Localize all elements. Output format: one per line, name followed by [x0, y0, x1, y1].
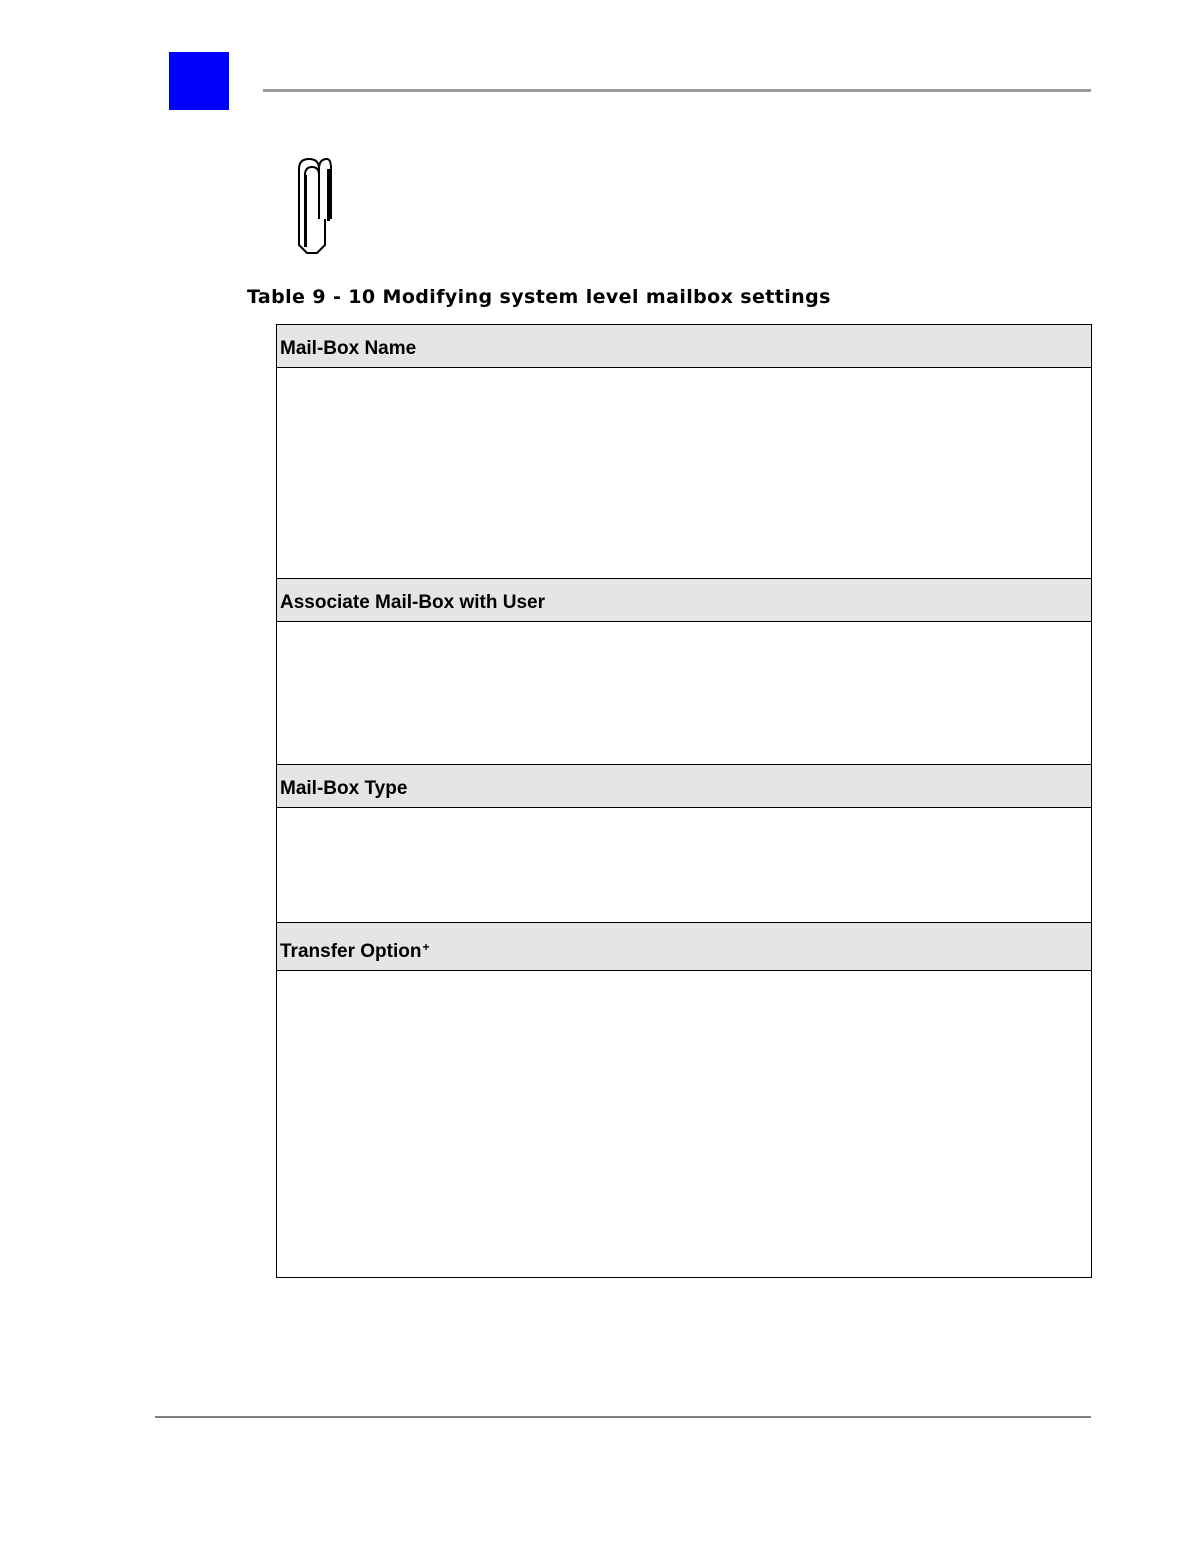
paperclip-icon [295, 155, 335, 259]
description-transfer-option [277, 971, 1092, 1278]
table-row-body [277, 808, 1092, 923]
heading-mailbox-name: Mail-Box Name [277, 325, 1092, 368]
chapter-marker [169, 52, 229, 110]
table-row-header [277, 923, 1092, 971]
footer-rule [155, 1416, 1091, 1418]
table-row-header [277, 579, 1092, 622]
header-rule [263, 89, 1091, 92]
table-caption: Table 9 - 10 Modifying system level mailbox settings [247, 286, 831, 308]
footnote-marker: + [422, 940, 430, 954]
description-mailbox-name [277, 368, 1092, 579]
table-row-body [277, 622, 1092, 765]
heading-mailbox-type: Mail-Box Type [277, 765, 1092, 808]
description-mailbox-type [277, 808, 1092, 923]
description-associate-user [277, 622, 1092, 765]
heading-associate-user: Associate Mail-Box with User [277, 579, 1092, 622]
mailbox-settings-table [276, 324, 1092, 1278]
heading-transfer-option-label: Transfer Option [280, 941, 422, 962]
table-row-body [277, 971, 1092, 1278]
table-row-body [277, 368, 1092, 579]
heading-transfer-option [277, 923, 1092, 971]
table-row-header [277, 325, 1092, 368]
table-row-header [277, 765, 1092, 808]
